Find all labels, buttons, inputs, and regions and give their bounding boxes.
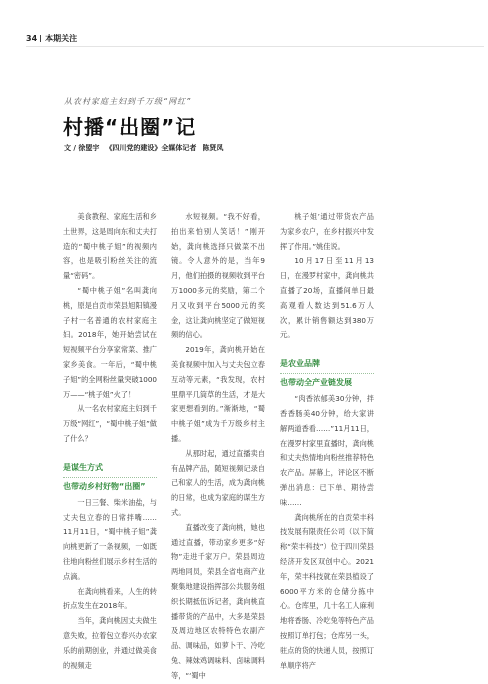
body-paragraph: 桃子姐’通过带货农产品为家乡农户，在乡村振兴中发挥了作用。”姚佳说。 bbox=[280, 212, 374, 251]
section-name: 本期关注 bbox=[45, 34, 78, 43]
body-paragraph: 在龚向桃看来，人生的转折点发生在2018年。 bbox=[63, 586, 157, 611]
subheading-line-1: 是农业品牌 bbox=[280, 359, 320, 369]
body-paragraph: “蜀中桃子姐”名叫龚向桃，原是自贡市荣县旭阳镇漫子村一名普通的农村家庭主妇。2018年，她开始尝试在短视频平台分享家常菜、推广家乡美食。一年后，“蜀中桃子姐”的全网粉丝量突破1000万——“桃子姐”火了！ bbox=[63, 285, 157, 399]
body-paragraph: 当年，龚向桃因丈夫做生意失败，拉着包立春兴办农家乐的前期创业，并通过做美食的视频走 bbox=[63, 616, 157, 670]
text-column-3 bbox=[280, 210, 374, 673]
subheading-line-1: 是谋生方式 bbox=[63, 462, 103, 472]
page-number: 34 bbox=[26, 34, 38, 43]
byline-author: 文 / 徐盟宇 bbox=[64, 144, 100, 152]
body-paragraph: 2019年，龚向桃开始在美食视频中加入与丈夫包立春互动等元素，“我发现，农村里鼎平几筒草的生活，才是大家更想看到的。”渐渐地，“蜀中桃子姐”成为千万级乡村主播。 bbox=[171, 345, 265, 443]
subheading bbox=[280, 357, 374, 390]
body-paragraph: 从那时起，通过直播卖自有品牌产品，随短视频记录自己和家人的生活，成为龚向桃的日常，也成为家庭的谋生方式。 bbox=[171, 448, 265, 517]
byline-publication: 《四川党的建设》全媒体记者 bbox=[105, 144, 197, 152]
body-paragraph: 美食教程、家庭生活和乡土世界，这是周向东和丈夫打造的“蜀中桃子姐”的视频内容，也是吸引粉丝关注的流量“密码”。 bbox=[63, 212, 157, 281]
article-title: 村播“出圈”记 bbox=[63, 115, 197, 139]
byline-reporter: 陈贤凤 bbox=[202, 144, 224, 152]
text-column-2 bbox=[171, 210, 265, 684]
subheading-line-2: 也带动乡村好物“出圈” bbox=[63, 481, 146, 491]
header-rule bbox=[26, 46, 484, 47]
subheading-line-2: 也带动全产业链发展 bbox=[280, 378, 352, 388]
article-kicker: 从农村家庭主妇到千万级“网红” bbox=[64, 97, 192, 106]
subheading bbox=[63, 461, 157, 494]
body-paragraph: 从一名农村家庭主妇到千万级“网红”，“蜀中桃子姐”做了什么？ bbox=[63, 404, 157, 443]
page-header bbox=[26, 33, 77, 44]
text-column-1 bbox=[63, 210, 157, 673]
subheading-rule bbox=[280, 373, 374, 374]
header-divider bbox=[40, 35, 41, 42]
body-paragraph: 龚向桃所在的自贡荣丰科技发展有限责任公司（以下简称“荣丰科技”）位于四川荣县经济开发区双创中心。2021年，荣丰科技就在荣县植设了6000平方米的仓储分拣中心。仓库里，几十名工人麻利地将香肠、冷吃兔等特色产品按照订单打包；仓库另一头，驻点的货的快递人员，按照订单顺序将产 bbox=[280, 512, 374, 670]
subheading-rule bbox=[63, 477, 157, 478]
body-paragraph: “肉香浓郁美30分钟，拌香香肠美40分钟，给大家讲解两道香看……”11月11日，在漫罗村家里直播时，龚向桃和丈夫热情地向粉丝推荐特色农产品。屏幕上，评论区不断弹出消息：已下单、期待尝味…… bbox=[280, 394, 374, 507]
body-paragraph: 一日三餐、柴米油盐，与丈夫包立春的日常拌嘴……11月11日，“蜀中桃子姐”龚向桃更新了一条视频，一如既往地向粉丝们展示乡村生活的点滴。 bbox=[63, 497, 157, 581]
body-paragraph: 直播改变了龚向桃，她也通过直播，带动家乡更多“好物”走进千家万户。荣县周边两地同员，荣县全省电商产业聚集地建设指挥部公共服务组织长期抵伍诉记者，龚向桃直播带货的产品中，大多是荣县及周边地区农特特色农副产品、调味品，如萝卜干、冷吃兔、辣妹鸡调味料、卤味调料等，“‘蜀中 bbox=[171, 522, 265, 680]
body-paragraph: 水短视频。“我不好看，拍出来怕别人笑话！”刚开始，龚向桃选择只做菜不出镜。令人意外的是，当年9月，他们拍摄的视频收到平台万1000多元的奖励，第二个月又收到平台5000元的奖金，这让龚向桃坚定了做短视频的信心。 bbox=[171, 212, 265, 340]
byline bbox=[64, 143, 229, 153]
body-paragraph: 10月17日至11月13日，在漫罗村家中，龚向桃共直播了20场，直播间单日最高观看人数达到51.6万人次，累计销售额达到380万元。 bbox=[280, 256, 374, 340]
